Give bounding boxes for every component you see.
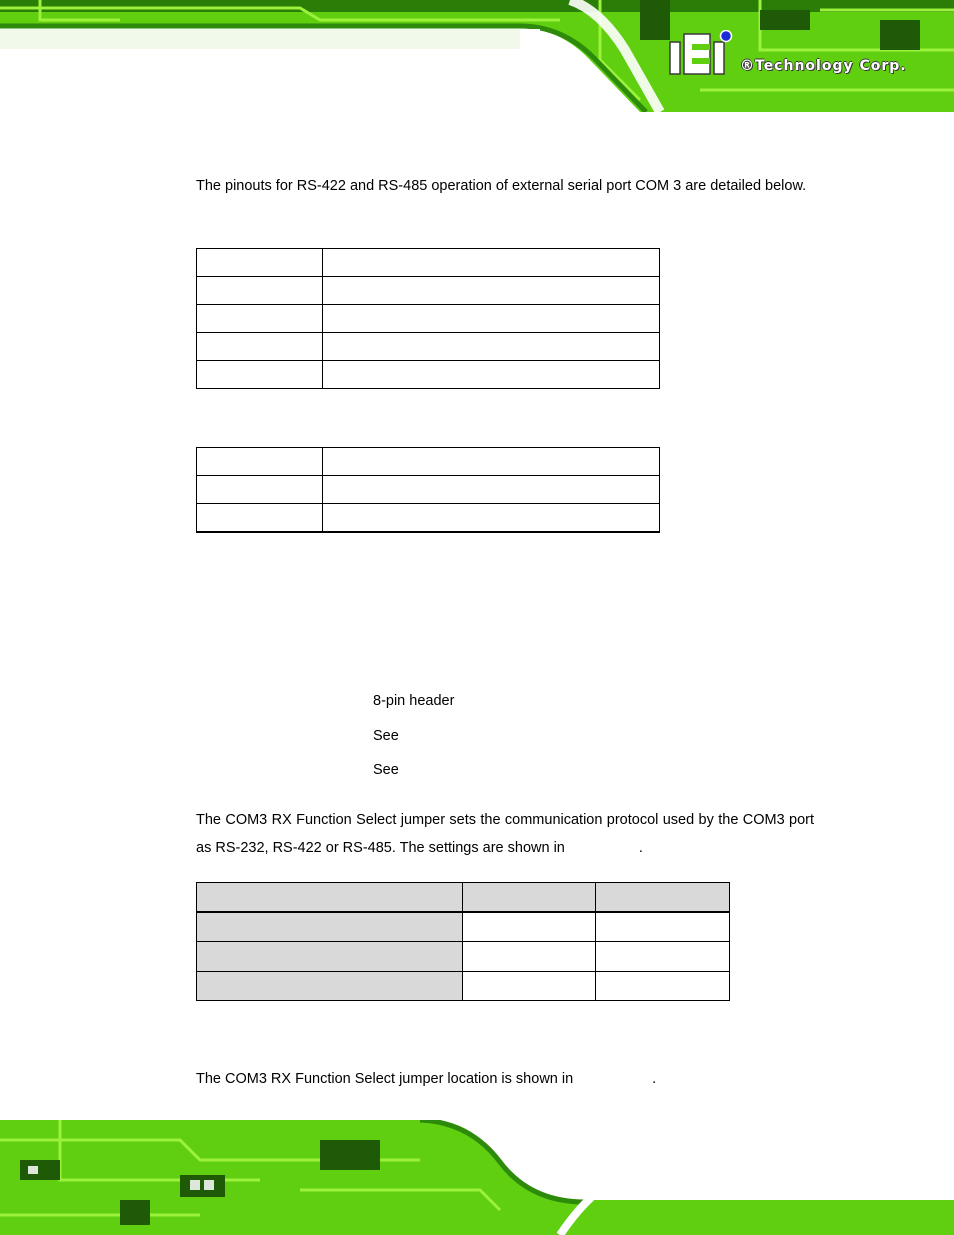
- jumper-location-value: See: [373, 762, 399, 778]
- table-row: [197, 333, 660, 361]
- table-row: [197, 361, 660, 389]
- iei-logo-icon: [668, 30, 734, 76]
- header-pcb-banner: [0, 0, 954, 112]
- jumper-description-suffix: .: [638, 840, 643, 856]
- table-row: [197, 305, 660, 333]
- jumper-type-value: 8-pin header: [373, 693, 455, 709]
- table-row: [197, 448, 660, 476]
- jumper-description: [196, 806, 814, 862]
- table-row: [197, 971, 730, 1001]
- table-row: [197, 476, 660, 504]
- jumper-settings-table: [196, 882, 730, 1001]
- jumper-description-text: The COM3 RX Function Select jumper sets the communication protocol used by the COM3 port as RS-232, RS-422 or RS-485. The settings are shown in: [196, 812, 814, 856]
- table-header-row: [197, 883, 730, 913]
- table-row: [197, 942, 730, 972]
- footer-pcb-banner: [0, 1120, 954, 1235]
- jumper-location-line: [196, 1071, 656, 1087]
- location-text: The COM3 RX Function Select jumper location is shown in: [196, 1071, 574, 1087]
- rs485-pinout-table: [196, 447, 660, 533]
- brand-text: ®Technology Corp.: [740, 58, 907, 74]
- table-row: [197, 249, 660, 277]
- location-suffix: .: [652, 1071, 657, 1087]
- table-row: [197, 277, 660, 305]
- intro-paragraph: The pinouts for RS-422 and RS-485 operation of external serial port COM 3 are detailed below.: [196, 178, 807, 194]
- jumper-settings-value: See: [373, 728, 399, 744]
- table-row: [197, 912, 730, 942]
- rs422-pinout-table: [196, 248, 660, 389]
- table-row: [197, 504, 660, 532]
